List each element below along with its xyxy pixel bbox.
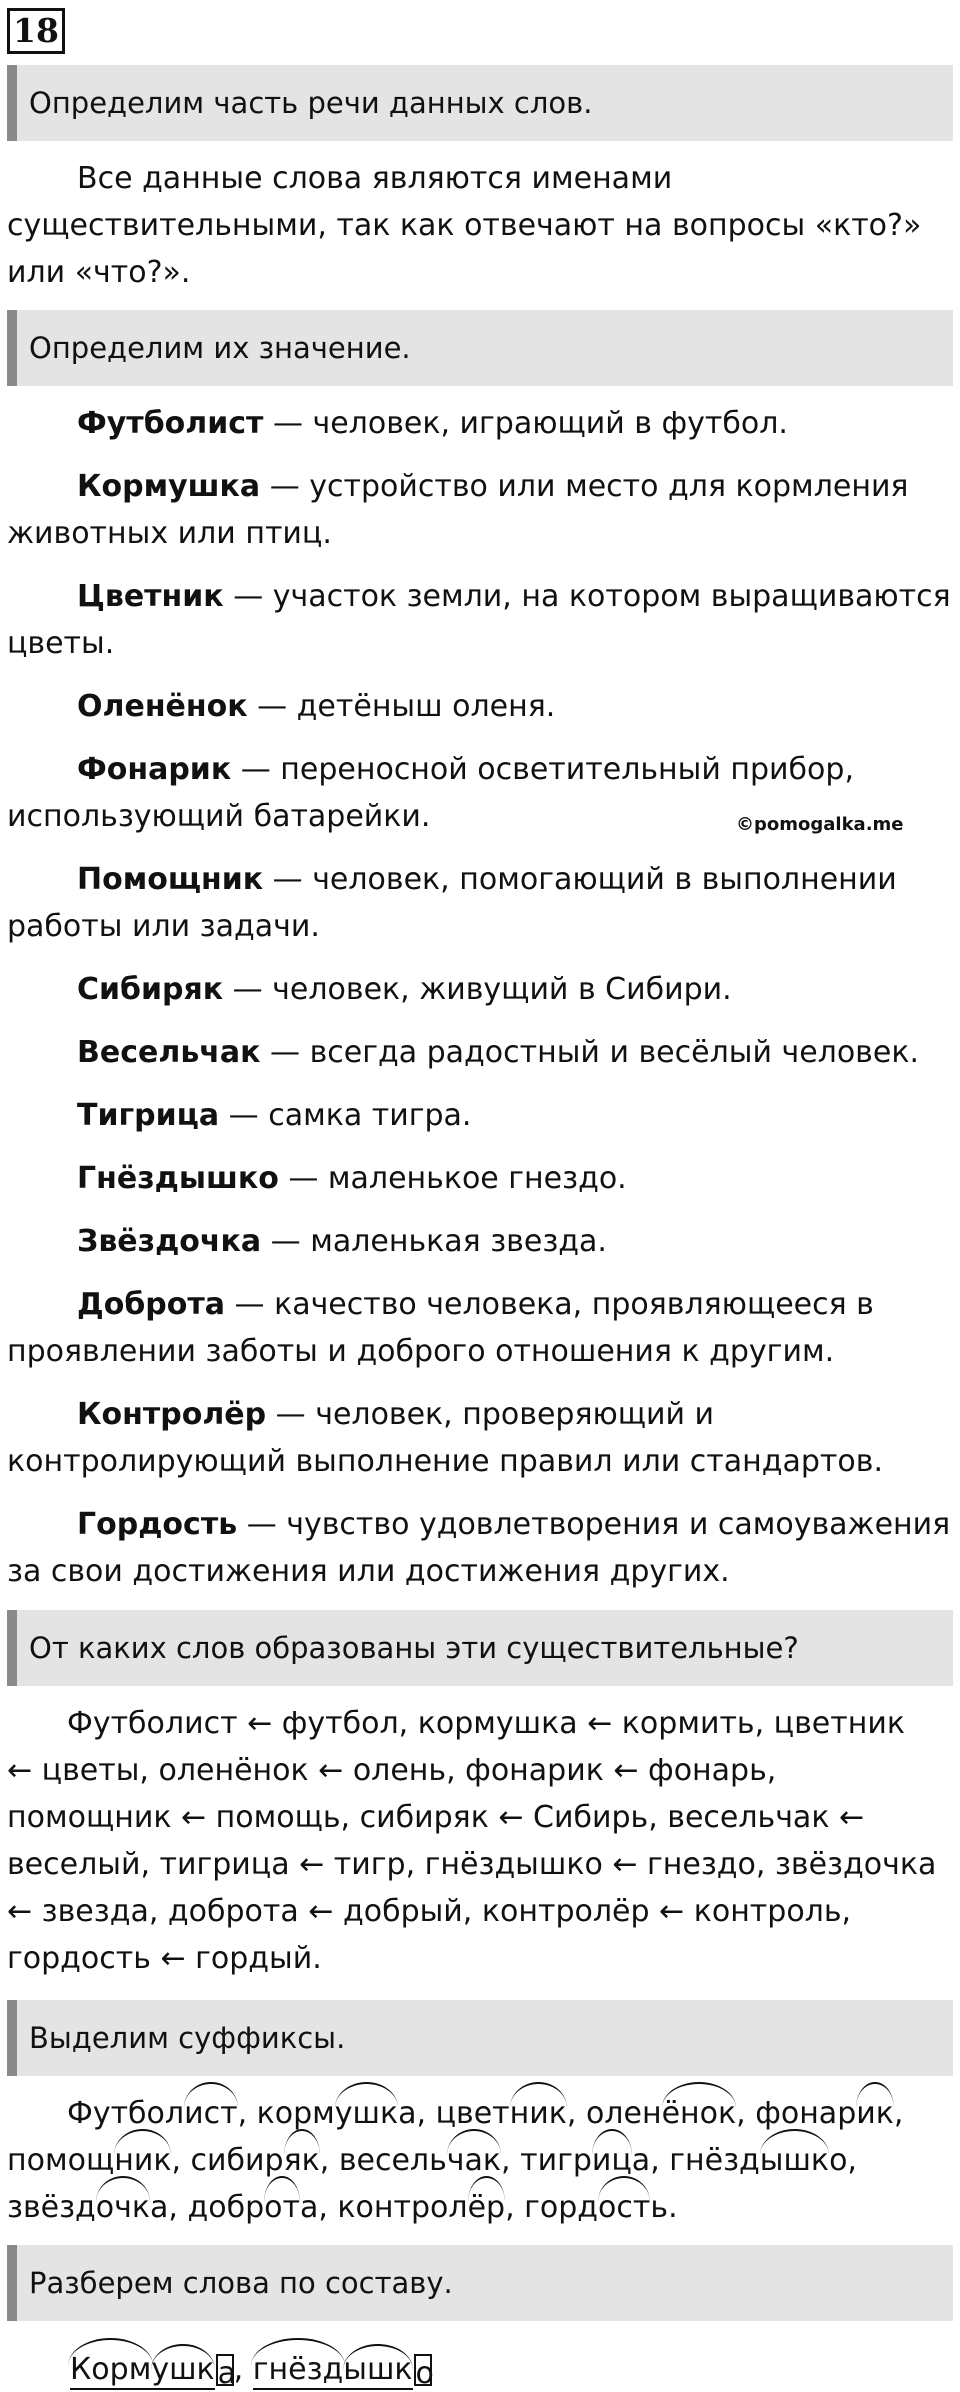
definition-text: — маленькая звезда.: [261, 1224, 607, 1259]
definitions-list: [7, 400, 953, 1611]
suffix-mark: ушк: [335, 2090, 398, 2137]
definition-item: [7, 1155, 953, 1202]
definition-line: [7, 966, 953, 1013]
definition-text: — маленькое гнездо.: [278, 1161, 627, 1196]
intro-line: существительными, так как отвечают на вопросы «кто?»: [7, 208, 922, 243]
definition-item: [7, 1501, 953, 1595]
definition-term: Контролёр: [77, 1397, 267, 1432]
section-header-suffixes: Выделим суффиксы.: [7, 2000, 953, 2076]
intro-line: Все данные слова являются именами: [77, 161, 673, 196]
definition-item: [7, 1391, 953, 1485]
suffix-mark: ост: [598, 2184, 650, 2231]
section-header-meaning: Определим их значение.: [7, 310, 953, 386]
root-mark: Корм: [70, 2352, 152, 2387]
suffix-mark: ник: [114, 2137, 171, 2184]
watermark: ©pomogalka.me: [736, 814, 904, 835]
definition-item: [7, 856, 953, 950]
intro-paragraph: [7, 155, 960, 202]
definition-line: цветы.: [7, 626, 115, 661]
definition-term: Тигрица: [77, 1098, 220, 1133]
definition-line: [7, 1092, 953, 1139]
definition-line: [7, 1281, 953, 1328]
definition-item: [7, 400, 953, 447]
suffix-mark: ик: [856, 2090, 894, 2137]
ending-mark: а: [217, 2356, 237, 2391]
definition-term: Кормушка: [77, 469, 261, 504]
root-mark: гнёзд: [252, 2352, 344, 2387]
definition-line: работы или задачи.: [7, 909, 320, 944]
definition-term: Футболист: [77, 406, 264, 441]
definition-text: — участок земли, на котором выращиваются: [223, 579, 951, 614]
definition-text: — детёныш оленя.: [247, 689, 556, 724]
suffixes-paragraph: [7, 2090, 953, 2231]
morpheme-analysis: [70, 2352, 432, 2390]
definition-term: Помощник: [77, 862, 264, 897]
definition-text: — переносной осветительный прибор,: [231, 752, 854, 787]
suffix-mark: очк: [96, 2184, 150, 2231]
definition-item: [7, 573, 953, 667]
definition-line: использующий батарейки.: [7, 799, 431, 834]
definition-line: [7, 746, 953, 793]
suffix-mark: ёнок: [662, 2090, 737, 2137]
derivation-line: Футболист ← футбол, кормушка ← кормить, цветник: [67, 1706, 905, 1741]
definition-text: — человек, проверяющий и: [266, 1397, 715, 1432]
definition-line: [7, 1218, 953, 1265]
definition-line: [7, 1155, 953, 1202]
separator: ,: [233, 2352, 253, 2387]
suffix-mark: ышк: [760, 2137, 829, 2184]
word-base: [70, 2352, 215, 2390]
section-header-morphemes: Разберем слова по составу.: [7, 2245, 953, 2321]
definition-line: проявлении заботы и доброго отношения к другим.: [7, 1334, 835, 1369]
suffix-line: звёздочка, доброта, контролёр, гордость.: [7, 2184, 953, 2231]
definition-text: — человек, играющий в футбол.: [263, 406, 788, 441]
definition-item: [7, 1092, 953, 1139]
suffix-mark: иц: [592, 2137, 632, 2184]
ending-mark: о: [415, 2356, 434, 2391]
definition-item: [7, 683, 953, 730]
definition-item: [7, 966, 953, 1013]
definition-item: [7, 1218, 953, 1265]
definition-line: [7, 1501, 953, 1548]
suffix-mark: ушк: [151, 2352, 215, 2387]
definition-text: — человек, живущий в Сибири.: [223, 972, 732, 1007]
suffix-mark: ёр: [468, 2184, 506, 2231]
derivation-line: веселый, тигрица ← тигр, гнёздышко ← гнездо, звёздочка: [7, 1847, 937, 1882]
definition-line: [7, 1029, 953, 1076]
suffix-mark: ышк: [343, 2352, 413, 2387]
intro-line: или «что?».: [7, 255, 191, 290]
suffix-mark: як: [284, 2137, 320, 2184]
derivation-line: ← звезда, доброта ← добрый, контролёр ← контроль,: [7, 1894, 852, 1929]
definition-text: — самка тигра.: [219, 1098, 472, 1133]
derivation-paragraph: [7, 1700, 953, 1982]
definition-term: Звёздочка: [77, 1224, 262, 1259]
suffix-mark: от: [264, 2184, 300, 2231]
section-header-part-of-speech: Определим часть речи данных слов.: [7, 65, 953, 141]
definition-term: Фонарик: [77, 752, 232, 787]
task-number: 18: [7, 8, 65, 54]
definition-text: — качество человека, проявляющееся в: [225, 1287, 874, 1322]
suffix-line: Футболист, кормушка, цветник, оленёнок, фонарик,: [7, 2090, 953, 2137]
definition-line: [7, 463, 953, 510]
derivation-line: ← цветы, оленёнок ← олень, фонарик ← фонарь,: [7, 1753, 777, 1788]
definition-line: [7, 573, 953, 620]
intro-continuation: [7, 202, 953, 296]
definition-term: Оленёнок: [77, 689, 248, 724]
suffix-line: помощник, сибиряк, весельчак, тигрица, гнёздышко,: [7, 2137, 953, 2184]
definition-term: Весельчак: [77, 1035, 261, 1070]
definition-line: [7, 683, 953, 730]
definition-term: Гордость: [77, 1507, 238, 1542]
definition-text: — устройство или место для кормления: [260, 469, 909, 504]
definition-item: [7, 463, 953, 557]
definition-term: Цветник: [77, 579, 224, 614]
definition-line: животных или птиц.: [7, 516, 332, 551]
definition-text: — человек, помогающий в выполнении: [263, 862, 897, 897]
suffix-mark: ист: [184, 2090, 237, 2137]
definition-text: — чувство удовлетворения и самоуважения: [237, 1507, 951, 1542]
derivation-line: гордость ← гордый.: [7, 1941, 322, 1976]
definition-term: Гнёздышко: [77, 1161, 279, 1196]
definition-line: контролирующий выполнение правил или стандартов.: [7, 1444, 883, 1479]
definition-text: — всегда радостный и весёлый человек.: [260, 1035, 919, 1070]
definition-item: [7, 1029, 953, 1076]
definition-term: Доброта: [77, 1287, 225, 1322]
suffix-mark: чак: [447, 2137, 501, 2184]
definition-line: [7, 1391, 953, 1438]
suffix-mark: ник: [510, 2090, 567, 2137]
definition-term: Сибиряк: [77, 972, 224, 1007]
definition-line: [7, 400, 953, 447]
definition-line: за свои достижения или достижения других.: [7, 1554, 730, 1589]
word-base: [253, 2352, 413, 2390]
definition-item: [7, 1281, 953, 1375]
derivation-line: помощник ← помощь, сибиряк ← Сибирь, весельчак ←: [7, 1800, 865, 1835]
definition-line: [7, 856, 953, 903]
section-header-derivation: От каких слов образованы эти существительные?: [7, 1610, 953, 1686]
